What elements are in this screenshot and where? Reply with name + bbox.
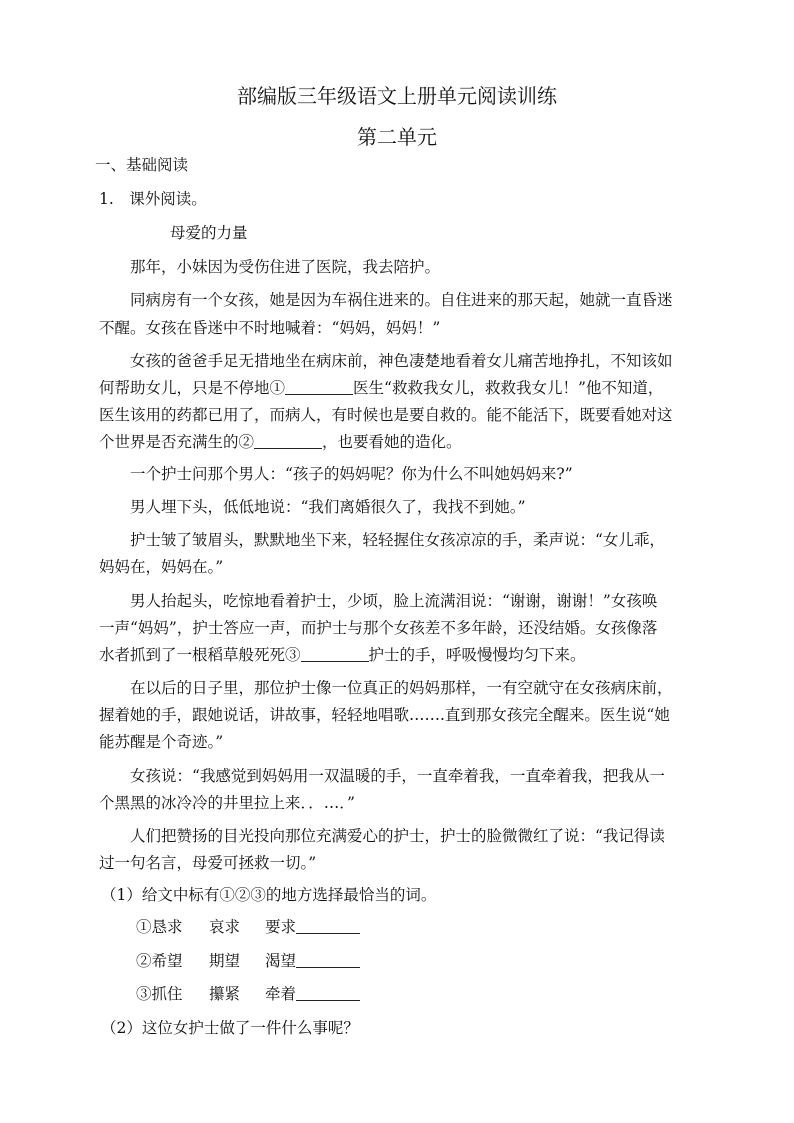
text-segment: 医生“救救我女儿，救救我女儿！”他不知道， — [353, 379, 664, 397]
paragraph-8-line-2: 握着她的手，跟她说话，讲故事，轻轻地唱歌…….直到那女孩完全醒来。医生说“她 — [99, 706, 670, 724]
blank-2[interactable] — [254, 432, 322, 449]
paragraph-7-line-1: 男人抬起头，吃惊地看着护士，少顷，脸上流满泪说：“谢谢，谢谢！”女孩唤 — [130, 592, 658, 610]
answer-blank[interactable] — [296, 917, 360, 934]
text-segment: 护士的手，呼吸慢慢均匀下来。 — [368, 646, 586, 664]
paragraph-8-line-1: 在以后的日子里，那位护士像一位真正的妈妈那样，一有空就守在女孩病床前， — [130, 679, 673, 697]
paragraph-6-line-1: 护士皱了皱眉头，默默地坐下来，轻轻握住女孩凉凉的手，柔声说：“女儿乖， — [130, 531, 665, 549]
paragraph-9-line-1: 女孩说：“我感觉到妈妈用一双温暖的手，一直牵着我，一直牵着我，把我从一 — [130, 767, 665, 785]
paragraph-8-line-3: 能苏醒是个奇迹。” — [99, 733, 224, 751]
paragraph-3-line-2 — [99, 378, 663, 398]
sub-question-1: （1）给文中标有①②③的地方选择最恰当的词。 — [101, 886, 437, 904]
choice-option: 牵着 — [265, 985, 297, 1003]
document-title: 部编版三年级语文上册单元阅读训练 — [237, 84, 557, 108]
section-heading: 一、基础阅读 — [95, 156, 189, 174]
text-segment: 个世界是否充满生的② — [99, 433, 255, 451]
paragraph-7-line-3 — [99, 645, 586, 665]
choice-row-2 — [136, 951, 360, 971]
paragraph-5: 男人埋下头，低低地说：“我们离婚很久了，我找不到她。” — [130, 498, 526, 516]
choice-option: 要求 — [265, 918, 297, 936]
answer-blank[interactable] — [296, 951, 360, 968]
text-segment: 水者抓到了一根稻草般死死③ — [99, 646, 301, 664]
story-title: 母爱的力量 — [170, 224, 248, 242]
paragraph-10-line-1: 人们把赞扬的目光投向那位充满爱心的护士，护士的脸微微红了说：“我记得读 — [130, 827, 665, 845]
choice-option: ①恳求 — [136, 918, 183, 936]
paragraph-7-line-2: 一声“妈妈”，护士答应一声，而护士与那个女孩差不多年龄，还没结婚。女孩像落 — [99, 619, 658, 637]
unit-title: 第二单元 — [357, 125, 437, 149]
choice-option: ③抓住 — [136, 985, 183, 1003]
choice-row-1 — [136, 917, 360, 937]
paragraph-10-line-2: 过一句名言，母爱可拯救一切。” — [99, 854, 317, 872]
text-segment: ，也要看她的造化。 — [322, 433, 462, 451]
blank-1[interactable] — [285, 378, 353, 395]
choice-option: 渴望 — [265, 952, 297, 970]
choice-option: ②希望 — [136, 952, 183, 970]
choice-row-3 — [136, 984, 360, 1004]
paragraph-4: 一个护士问那个男人：“孩子的妈妈呢？你为什么不叫她妈妈来?” — [130, 465, 573, 483]
blank-3[interactable] — [301, 645, 369, 662]
text-segment: 何帮助女儿，只是不停地① — [99, 379, 286, 397]
choice-option: 攥紧 — [209, 985, 241, 1003]
answer-blank[interactable] — [296, 984, 360, 1001]
choice-option: 哀求 — [209, 918, 241, 936]
paragraph-3-line-1: 女孩的爸爸手足无措地坐在病床前，神色凄楚地看着女儿痛苦地挣扎，不知该如 — [130, 352, 673, 370]
paragraph-9-line-2: 个黑黑的冰冷冷的井里拉上来．．…．” — [99, 794, 355, 812]
paragraph-3-line-4 — [99, 432, 462, 452]
paragraph-2-line-2: 不醒。女孩在昏迷中不时地喊着：“妈妈，妈妈！” — [99, 319, 441, 337]
sub-question-2: （2）这位女护士做了一件什么事呢？ — [101, 1019, 359, 1037]
paragraph-2-line-1: 同病房有一个女孩，她是因为车祸住进来的。自住进来的那天起，她就一直昏迷 — [130, 291, 673, 309]
paragraph-3-line-3: 医生该用的药都已用了，而病人，有时候也是要自救的。能不能活下，既要看她对这 — [99, 406, 673, 424]
paragraph-6-line-2: 妈妈在，妈妈在。” — [99, 558, 224, 576]
choice-option: 期望 — [209, 952, 241, 970]
paragraph-1: 那年，小妹因为受伤住进了医院，我去陪护。 — [130, 258, 441, 276]
question-1: 1. 课外阅读。 — [99, 190, 207, 208]
